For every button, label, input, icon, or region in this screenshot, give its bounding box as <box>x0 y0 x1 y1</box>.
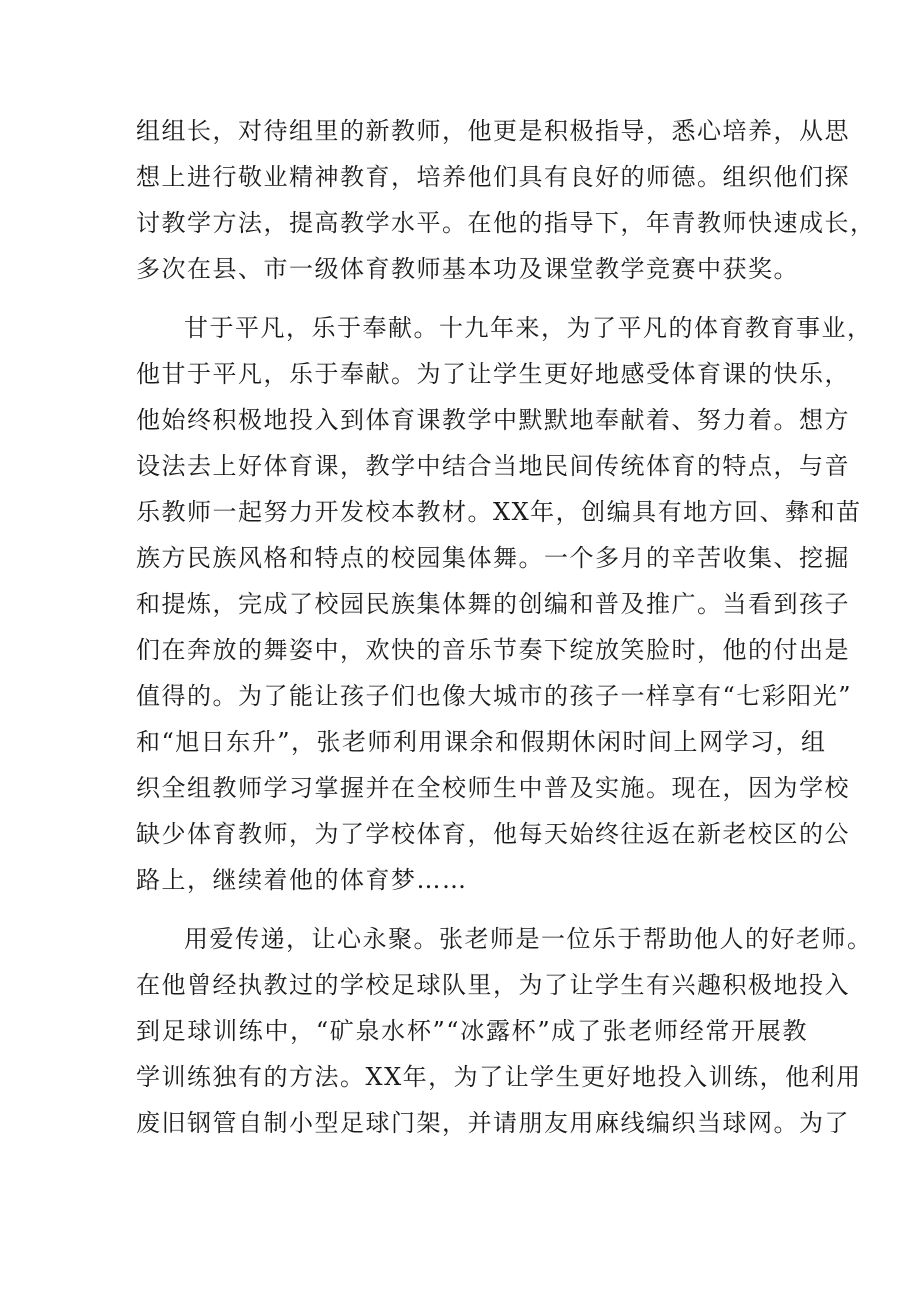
text-line: 路上，继续着他的体育梦…… <box>136 866 468 894</box>
text-line: 他甘于平凡，乐于奉献。为了让学生更好地感受体育课的快乐， <box>136 360 850 388</box>
text-line: 用爱传递，让心永聚。张老师是一位乐于帮助他人的好老师。 <box>184 925 873 953</box>
text-line: 甘于平凡，乐于奉献。十九年来，为了平凡的体育教育事业， <box>184 314 873 342</box>
text-line: 废旧钢管自制小型足球门架，并请朋友用麻线编织当球网。为了 <box>136 1109 850 1137</box>
text-line: 值得的。为了能让孩子们也像大城市的孩子一样享有“七彩阳光” <box>136 682 853 710</box>
text-line: 多次在县、市一级体育教师基本功及课堂教学竞赛中获奖。 <box>136 255 799 283</box>
paragraph-gap <box>136 292 808 305</box>
text-line: 族方民族风格和特点的校园集体舞。一个多月的辛苦收集、挖掘 <box>136 544 850 572</box>
text-line: 和提炼，完成了校园民族集体舞的创编和普及推广。当看到孩子 <box>136 590 850 618</box>
text-line: 学训练独有的方法。XX年，为了让学生更好地投入训练，他利用 <box>136 1063 862 1091</box>
text-line: 们在奔放的舞姿中，欢快的音乐节奏下绽放笑脸时，他的付出是 <box>136 636 850 664</box>
text-line: 和“旭日东升”，张老师利用课余和假期休闲时间上网学习，组 <box>136 728 827 756</box>
text-line: 在他曾经执教过的学校足球队里，为了让学生有兴趣积极地投入 <box>136 971 850 999</box>
paragraph <box>136 916 873 1146</box>
text-line: 织全组教师学习掌握并在全校师生中普及实施。现在，因为学校 <box>136 774 850 802</box>
text-line: 讨教学方法，提高教学水平。在他的指导下，年青教师快速成长， <box>136 209 876 237</box>
text-line: 设法去上好体育课，教学中结合当地民间传统体育的特点，与音 <box>136 452 850 480</box>
document-body <box>136 108 876 1146</box>
paragraph-gap <box>136 903 808 916</box>
text-line: 他始终积极地投入到体育课教学中默默地奉献着、努力着。想方 <box>136 406 850 434</box>
text-line: 想上进行敬业精神教育，培养他们具有良好的师德。组织他们探 <box>136 163 850 191</box>
text-line: 乐教师一起努力开发校本教材。XX年，创编具有地方回、彝和苗 <box>136 498 862 526</box>
text-line: 组组长，对待组里的新教师，他更是积极指导，悉心培养，从思 <box>136 117 850 145</box>
paragraph <box>136 305 873 903</box>
text-line: 缺少体育教师，为了学校体育，他每天始终往返在新老校区的公 <box>136 820 850 848</box>
text-line: 到足球训练中，“矿泉水杯”“冰露杯”成了张老师经常开展教 <box>136 1017 808 1045</box>
paragraph <box>136 108 876 292</box>
